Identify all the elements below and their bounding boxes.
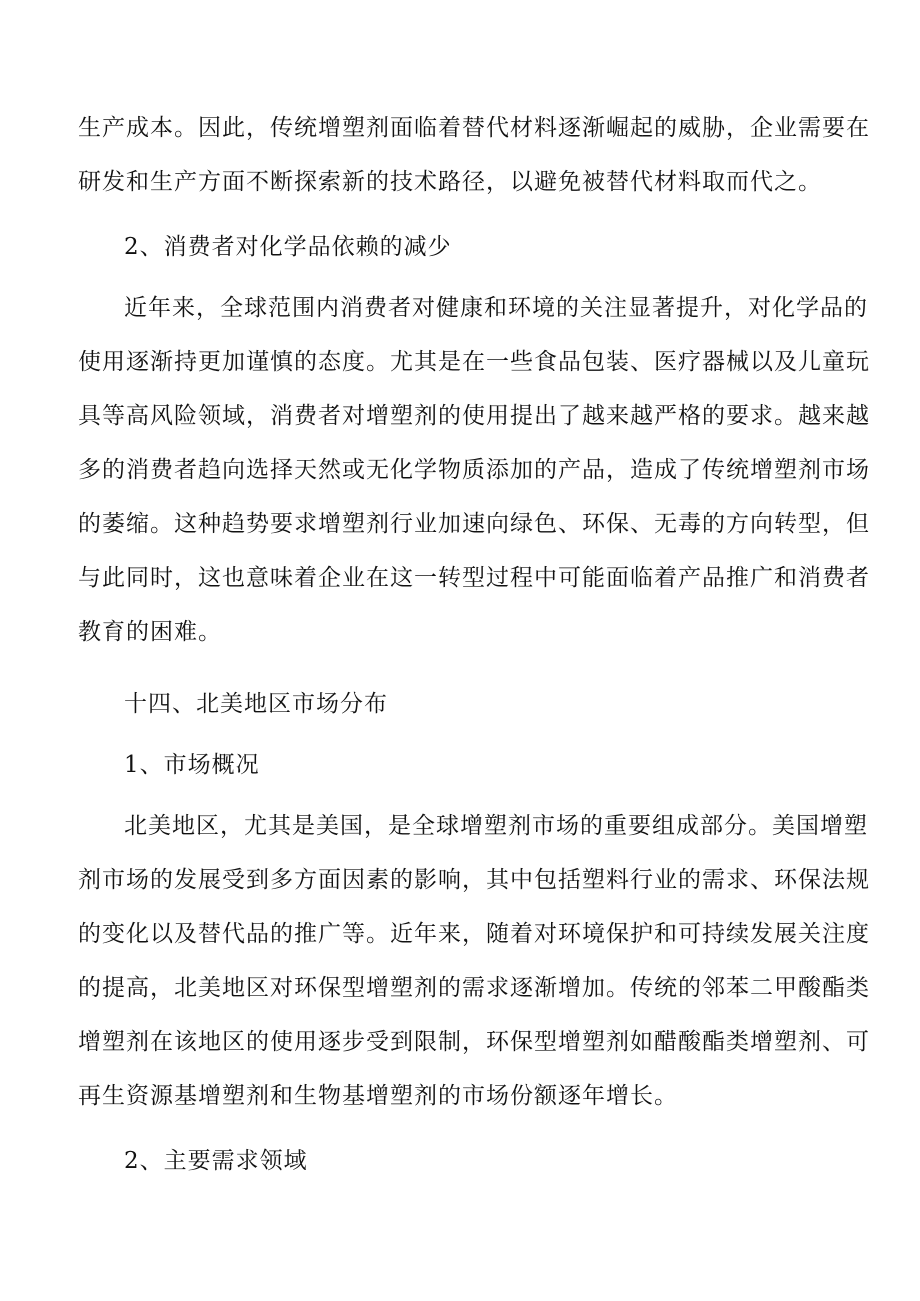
paragraph-line: 使用逐渐持更加谨慎的态度。尤其是在一些食品包装、医疗器械以及儿童玩 <box>78 349 870 375</box>
paragraph-line: 研发和生产方面不断探索新的技术路径，以避免被替代材料取而代之。 <box>78 169 822 195</box>
paragraph-line: 剂市场的发展受到多方面因素的影响，其中包括塑料行业的需求、环保法规 <box>78 867 870 893</box>
paragraph-line: 生产成本。因此，传统增塑剂面临着替代材料逐渐崛起的威胁，企业需要在 <box>78 115 870 141</box>
paragraph-line: 多的消费者趋向选择天然或无化学物质添加的产品，造成了传统增塑剂市场 <box>78 457 870 483</box>
paragraph-line: 的萎缩。这种趋势要求增塑剂行业加速向绿色、环保、无毒的方向转型，但 <box>78 511 870 537</box>
paragraph-line: 与此同时，这也意味着企业在这一转型过程中可能面临着产品推广和消费者 <box>78 565 870 591</box>
paragraph-line: 再生资源基增塑剂和生物基增塑剂的市场份额逐年增长。 <box>78 1083 678 1109</box>
paragraph-line: 具等高风险领域，消费者对增塑剂的使用提出了越来越严格的要求。越来越 <box>78 403 870 429</box>
subheading-demand: 2、主要需求领域 <box>124 1148 308 1174</box>
paragraph-line: 的提高，北美地区对环保型增塑剂的需求逐渐增加。传统的邻苯二甲酸酯类 <box>78 975 870 1001</box>
paragraph-line: 北美地区，尤其是美国，是全球增塑剂市场的重要组成部分。美国增塑 <box>124 813 868 839</box>
section-heading: 十四、北美地区市场分布 <box>124 691 388 717</box>
paragraph-line: 教育的困难。 <box>78 619 222 645</box>
subheading-overview: 1、市场概况 <box>124 752 260 778</box>
paragraph-line: 近年来，全球范围内消费者对健康和环境的关注显著提升，对化学品的 <box>124 295 868 321</box>
paragraph-line: 增塑剂在该地区的使用逐步受到限制，环保型增塑剂如醋酸酯类增塑剂、可 <box>78 1029 870 1055</box>
subheading-consumer: 2、消费者对化学品依赖的减少 <box>124 234 452 260</box>
paragraph-line: 的变化以及替代品的推广等。近年来，随着对环境保护和可持续发展关注度 <box>78 921 870 947</box>
